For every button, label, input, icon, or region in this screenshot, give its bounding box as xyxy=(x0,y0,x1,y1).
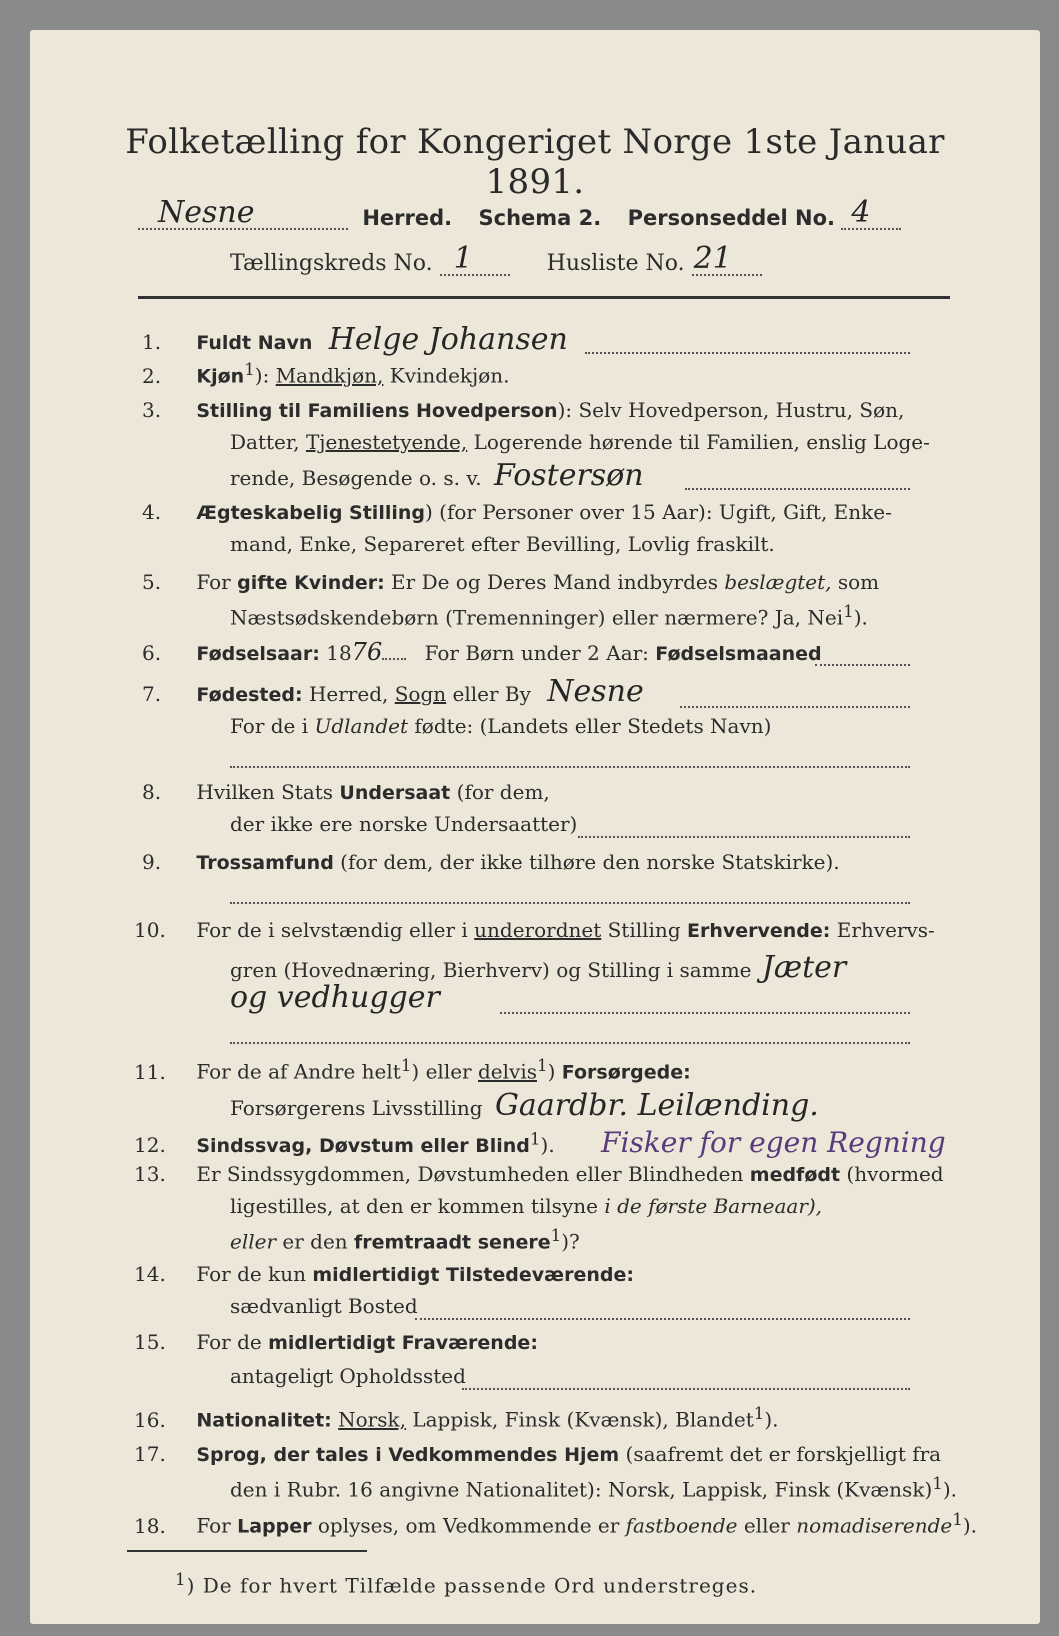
item-label: Kjøn xyxy=(196,365,245,388)
herred-value: Nesne xyxy=(158,195,255,230)
item-text: )? xyxy=(561,1229,580,1254)
item-label: fremtraadt senere xyxy=(354,1231,551,1254)
item-text: Forsørgerens Livsstilling xyxy=(230,1096,483,1120)
item-text: Stilling xyxy=(607,918,681,942)
item-4 xyxy=(142,500,892,524)
item-text: Hvilken Stats xyxy=(196,780,334,804)
item-number: 14. xyxy=(134,1262,166,1286)
item-16: 16. Nationalitet: Norsk, Lappisk, Finsk (Kvænsk), Blandet$^1$). xyxy=(134,1404,779,1432)
item-label: gifte Kvinder: xyxy=(237,572,385,594)
item-text: oplyses, om Vedkommende er xyxy=(317,1513,620,1538)
item-number: 12. xyxy=(134,1133,166,1157)
item-number: 18. xyxy=(134,1513,166,1538)
footnote-ref: 1 xyxy=(550,1226,562,1245)
occupation-dotline-1 xyxy=(500,1012,910,1014)
personseddel-field xyxy=(841,195,901,230)
item-5-line2: Næstsødskendebørn (Tremenninger) eller nærmere? Ja, Nei$^1$). xyxy=(230,602,868,630)
footnote-text: ) De for hvert Tilfælde passende Ord understreges. xyxy=(186,1573,758,1598)
item-text: eller xyxy=(425,1059,472,1084)
item-12: 12. Sindssvag, Døvstum eller Blind$^1$). Fisker for egen Regning xyxy=(134,1126,946,1159)
dots xyxy=(382,658,406,660)
item-number: 6. xyxy=(142,641,162,665)
item-15-line2 xyxy=(230,1364,466,1388)
item-number: 11. xyxy=(134,1059,166,1084)
item-text: som xyxy=(837,570,880,594)
item-10-line3 xyxy=(230,980,440,1015)
footnote-ref: 1 xyxy=(753,1404,765,1423)
item-text: underordnet xyxy=(474,918,602,942)
item-text: (for dem, der ikke tilhøre den norske Statskirke). xyxy=(340,850,840,874)
item-text: Tjenestetyende, xyxy=(305,430,468,454)
disability-value: Fisker for egen Regning xyxy=(601,1126,946,1159)
item-text: nomadiserende xyxy=(796,1513,953,1538)
item-15 xyxy=(134,1330,538,1354)
item-text: gren (Hovednæring, Bierhverv) og Stilling i samme xyxy=(230,958,752,982)
item-text: (for dem, xyxy=(456,780,550,804)
footnote-ref: 1 xyxy=(536,1056,548,1075)
citizenship-dotline xyxy=(578,836,910,838)
item-text: mand, Enke, Separeret efter Bevilling, Lovlig fraskilt. xyxy=(230,532,775,556)
item-3-line2 xyxy=(230,430,930,454)
item-label: Stilling til Familiens Hovedperson xyxy=(196,400,558,422)
item-number: 15. xyxy=(134,1330,166,1354)
birthplace-dotline xyxy=(680,706,910,708)
herred-line xyxy=(138,195,901,230)
item-text: Sogn xyxy=(394,682,447,706)
item-label: Fødested: xyxy=(196,684,303,706)
birthplace-value: Nesne xyxy=(547,674,644,709)
item-text: sædvanligt Bosted xyxy=(230,1294,418,1318)
item-text: ) (for Personer over 15 Aar): Ugift, Gift, Enke- xyxy=(424,500,892,524)
birthmonth-dotline xyxy=(815,664,910,666)
footnote-ref: 1 xyxy=(400,1056,412,1075)
item-label: midlertidigt Tilstedeværende: xyxy=(312,1264,634,1286)
item-text: For de af Andre helt xyxy=(196,1059,401,1084)
item-label: midlertidigt Fraværende: xyxy=(268,1332,538,1354)
form-title: Folketælling for Kongeriget Norge 1ste Januar 1891. xyxy=(125,122,945,202)
item-text: Logerende hørende til Familien, enslig Loge- xyxy=(473,430,930,454)
item-number: 13. xyxy=(134,1162,166,1186)
birth-year-value: 76 xyxy=(351,638,383,666)
item-number: 8. xyxy=(142,780,162,804)
item-4-line2 xyxy=(230,532,775,556)
item-text: For xyxy=(196,1513,231,1538)
footnote xyxy=(175,1570,757,1598)
item-text: fastboende xyxy=(625,1513,738,1538)
footnote-mark: 1 xyxy=(175,1570,187,1589)
item-7-line2 xyxy=(230,714,771,738)
family-position-value: Fostersøn xyxy=(494,458,644,493)
item-1 xyxy=(142,322,568,357)
item-text: Er Sindssygdommen, Døvstumheden eller Blindheden xyxy=(196,1162,744,1186)
item-text: For de i xyxy=(230,714,309,738)
item-13 xyxy=(134,1162,944,1186)
item-text: Lappisk, Finsk (Kvænsk), Blandet xyxy=(412,1407,754,1432)
occupation-value-2: og vedhugger xyxy=(230,980,440,1015)
item-3-line3 xyxy=(230,458,644,493)
item-13-line3 xyxy=(230,1226,580,1254)
herred-field xyxy=(138,195,348,230)
name-dotline xyxy=(585,352,910,354)
item-text: (saafremt det er forskjelligt fra xyxy=(625,1442,942,1466)
footnote-ref: 1 xyxy=(529,1129,541,1149)
personseddel-label: Personseddel No. xyxy=(627,206,835,230)
item-8 xyxy=(142,780,550,804)
item-14-line2 xyxy=(230,1294,418,1318)
item-10 xyxy=(134,918,935,942)
stay-dotline xyxy=(462,1388,910,1390)
item-6 xyxy=(142,638,822,666)
item-label: Fuldt Navn xyxy=(196,332,313,354)
item-text: For de kun xyxy=(196,1262,306,1286)
item-text: rende, Besøgende o. s. v. xyxy=(230,466,482,490)
kreds-label: Tællingskreds No. xyxy=(230,251,433,276)
item-number: 3. xyxy=(142,398,162,422)
census-form-page xyxy=(30,30,1040,1624)
item-label: Undersaat xyxy=(339,782,451,804)
item-text: Datter, xyxy=(230,430,300,454)
item-text: eller By xyxy=(452,682,531,706)
item-text: Udlandet xyxy=(314,714,409,738)
footnote-ref: 1 xyxy=(932,1474,943,1493)
kreds-line xyxy=(230,241,762,276)
herred-label: Herred. xyxy=(362,206,453,230)
item-9 xyxy=(142,850,840,874)
kreds-value: 1 xyxy=(453,241,473,276)
header-divider xyxy=(138,296,950,299)
sex-option-male: Mandkjøn, xyxy=(275,363,384,388)
item-text: For Børn under 2 Aar: xyxy=(424,641,649,665)
item-text: Herred, xyxy=(308,682,389,706)
item-text: For de xyxy=(196,1330,262,1354)
husliste-value: 21 xyxy=(693,241,732,276)
item-number: 4. xyxy=(142,500,162,524)
item-number: 16. xyxy=(134,1407,166,1432)
item-label: Nationalitet: xyxy=(196,1409,332,1432)
nationality-option-norsk: Norsk, xyxy=(338,1407,406,1432)
item-label: Sprog, der tales i Vedkommendes Hjem xyxy=(196,1444,620,1466)
footnote-ref: 1 xyxy=(843,602,854,621)
occupation-dotline-2 xyxy=(230,1042,910,1044)
item-13-line2 xyxy=(230,1194,822,1218)
item-17 xyxy=(134,1442,941,1466)
item-text: delvis xyxy=(477,1059,537,1084)
item-2: 2. Kjøn$^1$): Mandkjøn, Kvindekjøn. xyxy=(142,360,510,388)
item-label: medfødt xyxy=(749,1164,841,1186)
item-text: eller xyxy=(743,1513,790,1538)
husliste-field xyxy=(692,241,762,276)
item-text: beslægtet, xyxy=(724,570,832,594)
item-text: i de første Barneaar), xyxy=(604,1194,823,1218)
birth-year-prefix: 18 xyxy=(326,641,352,665)
item-text: der ikke ere norske Undersaatter) xyxy=(230,812,578,836)
item-label: Forsørgede: xyxy=(561,1061,691,1084)
item-text: (hvormed xyxy=(846,1162,944,1186)
item-5 xyxy=(142,570,879,594)
item-label: Trossamfund xyxy=(196,852,334,874)
item-11-line2 xyxy=(230,1088,819,1123)
schema-label: Schema 2. xyxy=(478,206,602,230)
footnote-ref: 1 xyxy=(244,360,255,379)
item-number: 2. xyxy=(142,363,162,388)
item-text: Næstsødskendebørn (Tremenninger) eller nærmere? Ja, Nei xyxy=(230,605,844,630)
residence-dotline xyxy=(415,1318,910,1320)
item-14 xyxy=(134,1262,634,1286)
item-number: 9. xyxy=(142,850,162,874)
item-label: Fødselsaar: xyxy=(196,643,320,665)
religion-dotline xyxy=(230,902,910,904)
item-label: Sindssvag, Døvstum eller Blind xyxy=(196,1135,530,1157)
item-label: Fødselsmaaned xyxy=(655,643,822,665)
item-number: 1. xyxy=(142,330,162,354)
item-number: 17. xyxy=(134,1442,166,1466)
item-text: ligestilles, at den er kommen tilsyne xyxy=(230,1194,598,1218)
item-text: For xyxy=(196,570,231,594)
full-name-value: Helge Johansen xyxy=(328,322,568,357)
position-dotline xyxy=(685,488,910,490)
item-11: 11. For de af Andre helt$^1$) eller delvis$^1$) Forsørgede: xyxy=(134,1056,691,1084)
item-17-line2: den i Rubr. 16 angivne Nationalitet): Norsk, Lappisk, Finsk (Kvænsk)$^1$). xyxy=(230,1474,958,1502)
item-text: eller xyxy=(230,1229,277,1254)
footnote-ref: 1 xyxy=(952,1510,963,1529)
sex-option-female: Kvindekjøn. xyxy=(389,363,510,388)
kreds-field xyxy=(440,241,510,276)
item-7 xyxy=(142,674,644,709)
item-text: fødte: (Landets eller Stedets Navn) xyxy=(414,714,772,738)
item-text: Erhvervs- xyxy=(836,918,935,942)
abroad-dotline xyxy=(230,766,910,768)
item-label: Ægteskabelig Stilling xyxy=(196,502,425,524)
item-number: 5. xyxy=(142,570,162,594)
footnote-divider xyxy=(127,1550,367,1552)
item-text: ): Selv Hovedperson, Hustru, Søn, xyxy=(557,398,905,422)
item-18: 18. For Lapper oplyses, om Vedkommende er fastboende eller nomadiserende$^1$). xyxy=(134,1510,978,1538)
item-number: 7. xyxy=(142,682,162,706)
item-number: 10. xyxy=(134,918,166,942)
item-label: Erhvervende: xyxy=(686,920,831,942)
item-8-line2 xyxy=(230,812,577,836)
personseddel-value: 4 xyxy=(851,195,871,230)
item-text: Er De og Deres Mand indbyrdes xyxy=(391,570,718,594)
item-text: er den xyxy=(282,1229,348,1254)
item-3 xyxy=(142,398,904,422)
provider-occupation-value: Gaardbr. Leilænding. xyxy=(494,1088,819,1123)
husliste-label: Husliste No. xyxy=(546,251,685,276)
occupation-value-1: Jæter xyxy=(761,950,847,985)
item-text: den i Rubr. 16 angivne Nationalitet): Norsk, Lappisk, Finsk (Kvænsk) xyxy=(230,1477,933,1502)
item-text: antageligt Opholdssted xyxy=(230,1364,466,1388)
item-label: Lapper xyxy=(237,1515,312,1538)
item-text: For de i selvstændig eller i xyxy=(196,918,468,942)
